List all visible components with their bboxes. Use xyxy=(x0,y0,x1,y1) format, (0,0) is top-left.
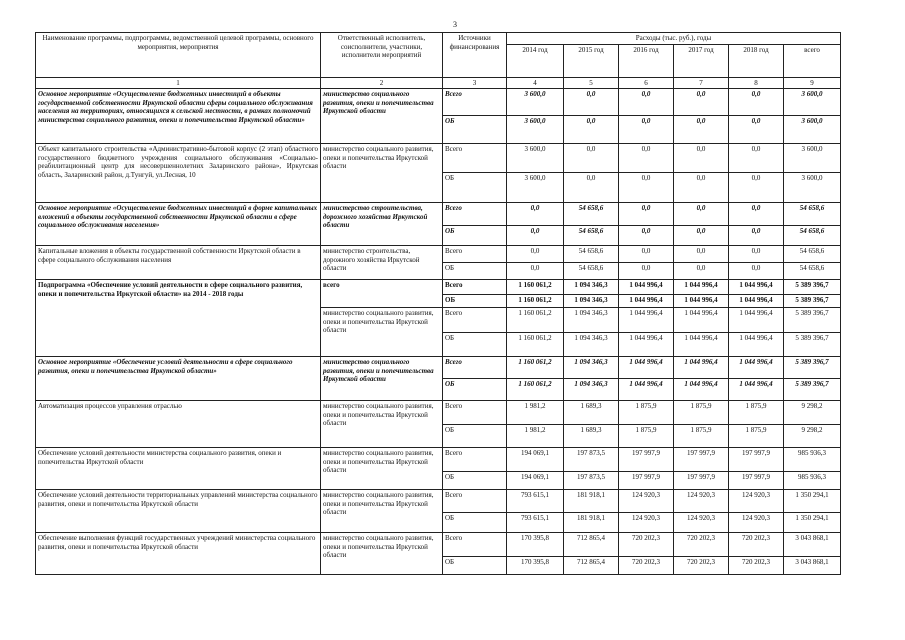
row-source: Всего xyxy=(443,144,507,173)
row-value: 1 875,9 xyxy=(619,425,674,448)
header-name: Наименование программы, подпрограммы, ведомственной целевой программы, основного мероприятия, мероприятия xyxy=(36,33,321,78)
row-value: 54 658,6 xyxy=(784,203,841,226)
row-value: 1 160 061,2 xyxy=(507,357,564,379)
row-value: 1 044 996,4 xyxy=(674,333,729,357)
row-value: 5 389 396,7 xyxy=(784,295,841,308)
row-value: 197 997,9 xyxy=(674,472,729,490)
column-index: 4 xyxy=(507,77,564,89)
row-source: ОБ xyxy=(443,116,507,144)
row-value: 197 997,9 xyxy=(619,472,674,490)
row-name: Обеспечение выполнения функций государственных учреждений министерства социального развития, опеки и попечительства Иркутской области xyxy=(36,533,321,575)
row-value: 0,0 xyxy=(729,226,784,246)
row-value: 712 865,4 xyxy=(564,533,619,557)
header-expenses: Расходы (тыс. руб.), годы xyxy=(507,33,841,45)
header-year: 2015 год xyxy=(564,44,619,77)
row-source: Всего xyxy=(443,490,507,513)
row-source: Всего xyxy=(443,357,507,379)
row-value: 720 202,3 xyxy=(619,533,674,557)
row-value: 5 389 396,7 xyxy=(784,308,841,333)
row-value: 1 875,9 xyxy=(674,425,729,448)
row-value: 3 600,0 xyxy=(507,144,564,173)
row-value: 1 875,9 xyxy=(729,401,784,425)
row-value: 5 389 396,7 xyxy=(784,379,841,401)
row-value: 1 044 996,4 xyxy=(619,379,674,401)
row-value: 1 160 061,2 xyxy=(507,333,564,357)
row-source: Всего xyxy=(443,89,507,116)
row-value: 3 600,0 xyxy=(784,144,841,173)
row-value: 1 350 294,1 xyxy=(784,490,841,513)
row-value: 1 094 346,3 xyxy=(564,379,619,401)
header-year: 2014 год xyxy=(507,44,564,77)
column-index: 3 xyxy=(443,77,507,89)
row-value: 1 689,3 xyxy=(564,425,619,448)
column-index: 8 xyxy=(729,77,784,89)
row-value: 197 997,9 xyxy=(729,448,784,472)
row-value: 1 094 346,3 xyxy=(564,357,619,379)
row-value: 1 044 996,4 xyxy=(619,308,674,333)
row-responsible: министерство социального развития, опеки и попечительства Иркутской области xyxy=(321,401,443,448)
row-value: 1 044 996,4 xyxy=(674,379,729,401)
row-value: 0,0 xyxy=(729,89,784,116)
row-value: 0,0 xyxy=(729,203,784,226)
row-value: 720 202,3 xyxy=(729,557,784,575)
row-source: Всего xyxy=(443,246,507,263)
row-value: 1 044 996,4 xyxy=(674,295,729,308)
row-value: 0,0 xyxy=(619,89,674,116)
row-value: 1 094 346,3 xyxy=(564,308,619,333)
row-responsible: министерство социального развития, опеки и попечительства Иркутской области xyxy=(321,144,443,203)
row-name: Автоматизация процессов управления отраслью xyxy=(36,401,321,448)
row-value: 194 069,1 xyxy=(507,448,564,472)
column-index: 2 xyxy=(321,77,443,89)
row-value: 124 920,3 xyxy=(674,513,729,533)
row-value: 181 918,1 xyxy=(564,513,619,533)
row-name: Основное мероприятие «Осуществление бюджетных инвестиций в объекты государственной собственности Иркутской области сферы социального обслуживания населения на территориях, относящихся к сельской местности, в рамках полномочий министерства социального развития, опеки и попечительства Иркутской области» xyxy=(36,89,321,144)
row-value: 1 044 996,4 xyxy=(619,357,674,379)
row-value: 1 875,9 xyxy=(619,401,674,425)
row-value: 5 389 396,7 xyxy=(784,357,841,379)
row-value: 197 873,5 xyxy=(564,472,619,490)
row-value: 1 981,2 xyxy=(507,401,564,425)
column-index: 7 xyxy=(674,77,729,89)
row-value: 5 389 396,7 xyxy=(784,333,841,357)
row-value: 54 658,6 xyxy=(784,226,841,246)
row-source: ОБ xyxy=(443,263,507,280)
row-value: 0,0 xyxy=(674,89,729,116)
row-name: Объект капитального строительства «Административно-бытовой корпус (2 этап) областного государственного бюджетного учреждения социального обслуживания «Социально-реабилитационный центр для несовершеннолетних Заларинского района», Иркутская область, Заларинский район, д.Тунгуй, ул.Лесная, 10 xyxy=(36,144,321,203)
row-value: 793 615,1 xyxy=(507,490,564,513)
row-value: 985 936,3 xyxy=(784,472,841,490)
row-value: 3 600,0 xyxy=(784,116,841,144)
row-value: 0,0 xyxy=(729,263,784,280)
row-value: 1 094 346,3 xyxy=(564,295,619,308)
row-value: 1 044 996,4 xyxy=(674,280,729,295)
row-source: ОБ xyxy=(443,379,507,401)
row-value: 1 160 061,2 xyxy=(507,308,564,333)
row-value: 1 160 061,2 xyxy=(507,295,564,308)
row-source: ОБ xyxy=(443,425,507,448)
row-value: 0,0 xyxy=(729,144,784,173)
row-value: 1 044 996,4 xyxy=(729,295,784,308)
row-value: 1 044 996,4 xyxy=(674,357,729,379)
row-value: 54 658,6 xyxy=(564,246,619,263)
row-value: 1 875,9 xyxy=(674,401,729,425)
header-year: 2017 год xyxy=(674,44,729,77)
row-value: 0,0 xyxy=(674,144,729,173)
row-value: 720 202,3 xyxy=(674,533,729,557)
row-source: ОБ xyxy=(443,333,507,357)
row-value: 3 600,0 xyxy=(507,173,564,203)
row-value: 1 875,9 xyxy=(729,425,784,448)
row-value: 712 865,4 xyxy=(564,557,619,575)
row-value: 1 044 996,4 xyxy=(619,333,674,357)
row-source: ОБ xyxy=(443,472,507,490)
row-value: 0,0 xyxy=(564,173,619,203)
row-value: 5 389 396,7 xyxy=(784,280,841,295)
row-value: 3 600,0 xyxy=(507,89,564,116)
row-value: 793 615,1 xyxy=(507,513,564,533)
row-value: 197 997,9 xyxy=(729,472,784,490)
page-number: 3 xyxy=(453,20,457,29)
row-value: 0,0 xyxy=(619,226,674,246)
row-value: 0,0 xyxy=(507,246,564,263)
row-value: 1 044 996,4 xyxy=(729,333,784,357)
row-value: 0,0 xyxy=(619,263,674,280)
row-value: 1 094 346,3 xyxy=(564,333,619,357)
row-source: ОБ xyxy=(443,226,507,246)
row-value: 54 658,6 xyxy=(564,263,619,280)
row-value: 0,0 xyxy=(674,173,729,203)
row-value: 124 920,3 xyxy=(674,490,729,513)
column-index: 9 xyxy=(784,77,841,89)
row-value: 197 997,9 xyxy=(619,448,674,472)
column-index: 5 xyxy=(564,77,619,89)
row-value: 1 044 996,4 xyxy=(729,280,784,295)
row-value: 1 044 996,4 xyxy=(729,379,784,401)
row-value: 54 658,6 xyxy=(564,226,619,246)
row-value: 9 298,2 xyxy=(784,425,841,448)
row-value: 720 202,3 xyxy=(674,557,729,575)
row-source: ОБ xyxy=(443,557,507,575)
row-value: 0,0 xyxy=(507,203,564,226)
row-value: 1 689,3 xyxy=(564,401,619,425)
row-value: 0,0 xyxy=(564,116,619,144)
row-name: Подпрограмма «Обеспечение условий деятельности в сфере социального развития, опеки и попечительства Иркутской области» на 2014 - 2018 годы xyxy=(36,280,321,357)
row-value: 3 600,0 xyxy=(784,89,841,116)
row-value: 0,0 xyxy=(564,144,619,173)
row-responsible: министерство социального развития, опеки и попечительства Иркутской области xyxy=(321,308,443,357)
row-value: 0,0 xyxy=(619,173,674,203)
row-responsible: министерство социального развития, опеки и попечительства Иркутской области xyxy=(321,357,443,401)
row-value: 3 600,0 xyxy=(784,173,841,203)
expenditure-table xyxy=(35,32,841,575)
row-value: 3 600,0 xyxy=(507,116,564,144)
row-responsible: министерство социального развития, опеки и попечительства Иркутской области xyxy=(321,448,443,490)
row-source: Всего xyxy=(443,401,507,425)
row-source: Всего xyxy=(443,533,507,557)
row-value: 1 160 061,2 xyxy=(507,379,564,401)
row-name: Капитальные вложения в объекты государственной собственности Иркутской области в сфере социального обслуживания населения xyxy=(36,246,321,280)
row-value: 985 936,3 xyxy=(784,448,841,472)
row-responsible: министерство строительства, дорожного хозяйства Иркутской области xyxy=(321,246,443,280)
row-value: 170 395,8 xyxy=(507,533,564,557)
row-value: 0,0 xyxy=(507,263,564,280)
row-value: 0,0 xyxy=(619,203,674,226)
row-value: 124 920,3 xyxy=(619,490,674,513)
row-name: Основное мероприятие «Обеспечение условий деятельности в сфере социального развития, опеки и попечительства Иркутской области» xyxy=(36,357,321,401)
row-value: 54 658,6 xyxy=(784,246,841,263)
row-value: 0,0 xyxy=(674,226,729,246)
row-value: 0,0 xyxy=(619,246,674,263)
row-value: 0,0 xyxy=(507,226,564,246)
row-value: 720 202,3 xyxy=(729,533,784,557)
row-source: Всего xyxy=(443,308,507,333)
row-value: 194 069,1 xyxy=(507,472,564,490)
row-value: 54 658,6 xyxy=(784,263,841,280)
row-value: 3 043 868,1 xyxy=(784,533,841,557)
row-value: 197 997,9 xyxy=(674,448,729,472)
row-value: 170 395,8 xyxy=(507,557,564,575)
row-value: 1 981,2 xyxy=(507,425,564,448)
row-responsible: министерство социального развития, опеки и попечительства Иркутской области xyxy=(321,490,443,533)
row-value: 1 094 346,3 xyxy=(564,280,619,295)
row-value: 0,0 xyxy=(619,116,674,144)
row-value: 1 044 996,4 xyxy=(729,308,784,333)
header-responsible: Ответственный исполнитель, соисполнители, участники, исполнители мероприятий xyxy=(321,33,443,78)
row-value: 0,0 xyxy=(729,246,784,263)
column-index-row xyxy=(36,77,841,89)
row-value: 0,0 xyxy=(729,116,784,144)
row-value: 124 920,3 xyxy=(729,490,784,513)
row-value: 0,0 xyxy=(674,203,729,226)
row-value: 0,0 xyxy=(674,246,729,263)
column-index: 6 xyxy=(619,77,674,89)
row-source: ОБ xyxy=(443,173,507,203)
row-name: Основное мероприятие «Осуществление бюджетных инвестиций в форме капитальных вложений в объекты государственной собственности Иркутской области в сфере социального обслуживания населения» xyxy=(36,203,321,246)
row-value: 124 920,3 xyxy=(619,513,674,533)
header-year: 2018 год xyxy=(729,44,784,77)
row-source: ОБ xyxy=(443,513,507,533)
row-value: 9 298,2 xyxy=(784,401,841,425)
row-value: 181 918,1 xyxy=(564,490,619,513)
row-value: 3 043 868,1 xyxy=(784,557,841,575)
row-value: 54 658,6 xyxy=(564,203,619,226)
row-value: 1 044 996,4 xyxy=(674,308,729,333)
column-index: 1 xyxy=(36,77,321,89)
header-source: Источники финансирования xyxy=(443,33,507,78)
row-value: 1 044 996,4 xyxy=(619,295,674,308)
row-responsible: министерство строительства, дорожного хозяйства Иркутской области xyxy=(321,203,443,246)
row-responsible: министерство социального развития, опеки и попечительства Иркутской области xyxy=(321,533,443,575)
row-value: 1 044 996,4 xyxy=(729,357,784,379)
row-value: 1 044 996,4 xyxy=(619,280,674,295)
row-value: 0,0 xyxy=(674,116,729,144)
row-value: 124 920,3 xyxy=(729,513,784,533)
header-year: 2016 год xyxy=(619,44,674,77)
row-responsible: министерство социального развития, опеки и попечительства Иркутской области xyxy=(321,89,443,144)
row-value: 0,0 xyxy=(729,173,784,203)
header-total: всего xyxy=(784,44,841,77)
row-name: Обеспечение условий деятельности министерства социального развития, опеки и попечительства Иркутской области xyxy=(36,448,321,490)
row-value: 197 873,5 xyxy=(564,448,619,472)
row-value: 1 160 061,2 xyxy=(507,280,564,295)
row-source: Всего xyxy=(443,280,507,295)
row-value: 0,0 xyxy=(619,144,674,173)
row-value: 0,0 xyxy=(674,263,729,280)
row-source: Всего xyxy=(443,203,507,226)
row-source: ОБ xyxy=(443,295,507,308)
row-value: 0,0 xyxy=(564,89,619,116)
row-value: 720 202,3 xyxy=(619,557,674,575)
row-value: 1 350 294,1 xyxy=(784,513,841,533)
row-name: Обеспечение условий деятельности территориальных управлений министерства социального развития, опеки и попечительства Иркутской области xyxy=(36,490,321,533)
row-responsible: всего xyxy=(321,280,443,308)
row-source: Всего xyxy=(443,448,507,472)
